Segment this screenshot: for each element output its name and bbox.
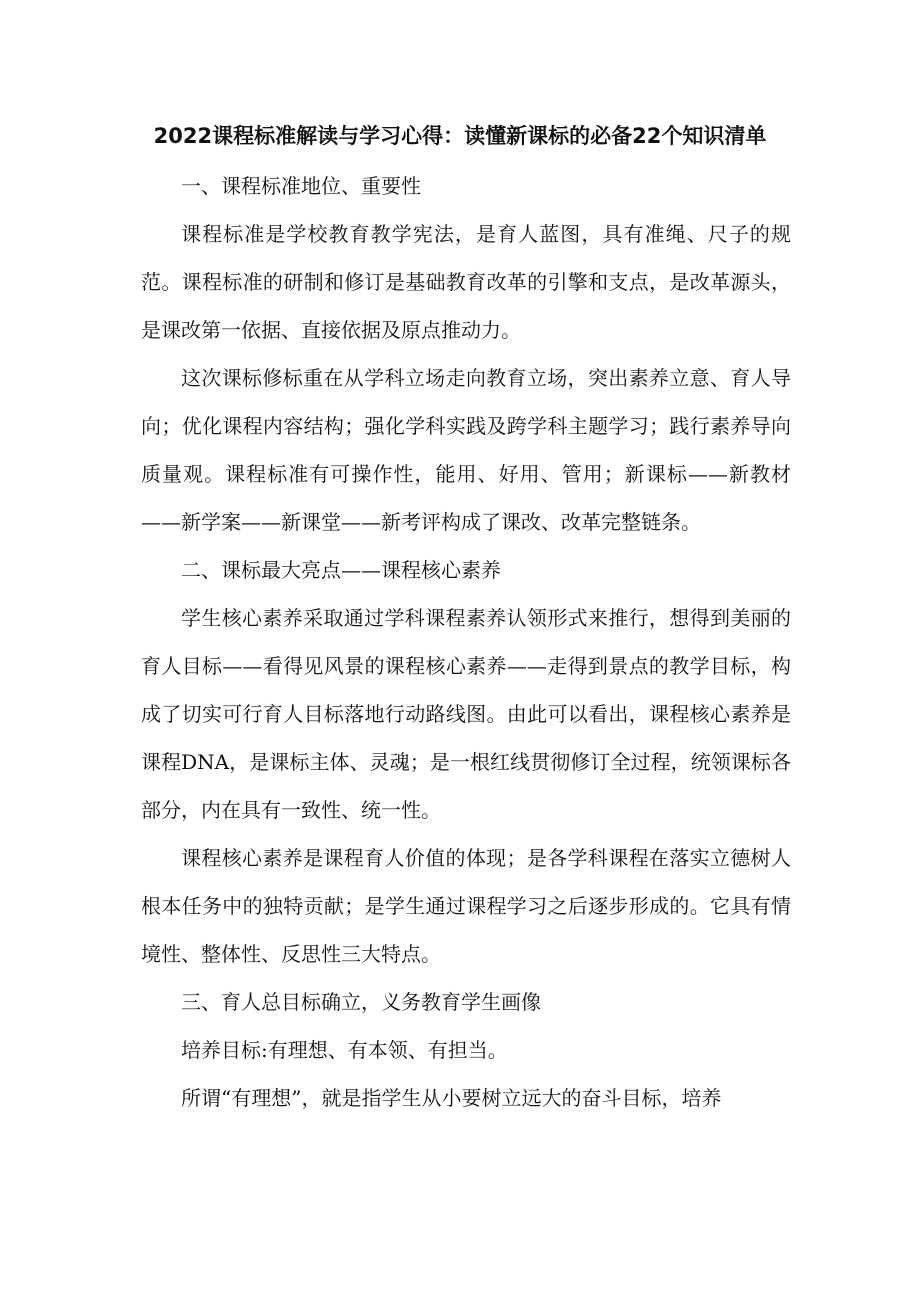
paragraph-3: 学生核心素养采取通过学科课程素养认领形式来推行，想得到美丽的育人目标——看得见风景的课程核心素养——走得到景点的教学目标，构成了切实可行育人目标落地行动路线图。由此可以看出，课程核心素养是课程DNA，是课标主体、灵魂；是一根红线贯彻修订全过程，统领课标各部分，内在具有一致性、统一性。: [141, 606, 791, 822]
paragraph-4: 课程核心素养是课程育人价值的体现；是各学科课程在落实立德树人根本任务中的独特贡献；是学生通过课程学习之后逐步形成的。它具有情境性、整体性、反思性三大特点。: [141, 846, 791, 966]
document-title: 2022课程标准解读与学习心得：读懂新课标的必备22个知识清单: [153, 124, 767, 148]
paragraph-2: 这次课标修标重在从学科立场走向教育立场，突出素养立意、育人导向；优化课程内容结构；强化学科实践及跨学科主题学习；践行素养导向质量观。课程标准有可操作性，能用、好用、管用；新课标——新教材——新学案——新课堂——新考评构成了课改、改革完整链条。: [141, 366, 791, 534]
training-goal-line: 培养目标:有理想、有本领、有担当。: [181, 1038, 508, 1062]
paragraph-1: 课程标准是学校教育教学宪法，是育人蓝图，具有准绳、尺子的规范。课程标准的研制和修订是基础教育改革的引擎和支点，是改革源头，是课改第一依据、直接依据及原点推动力。: [141, 222, 791, 342]
section-heading-2: 二、课标最大亮点——课程核心素养: [181, 558, 501, 582]
document-body: [141, 162, 791, 1122]
section-heading-3: 三、育人总目标确立，义务教育学生画像: [181, 990, 541, 1014]
section-heading-1: 一、课程标准地位、重要性: [181, 174, 421, 198]
paragraph-5: 所谓“有理想”，就是指学生从小要树立远大的奋斗目标，培养: [181, 1086, 722, 1110]
